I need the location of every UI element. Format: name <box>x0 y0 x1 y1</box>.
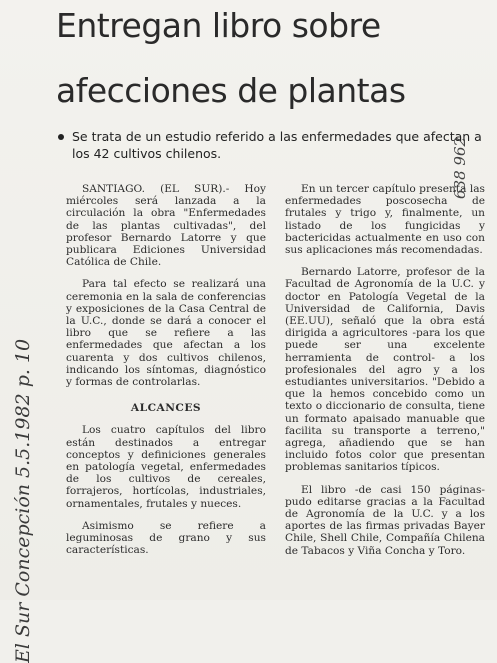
paragraph: Los cuatro capítulos del libro están destinados a entregar conceptos y definiciones generales en patología vegetal, enfermedades de los cultivos de cereales, forrajeros, hortícolas, industriales, ornamentales, frutales y nueces. <box>66 424 266 510</box>
article-column-2 <box>285 183 485 567</box>
paragraph: SANTIAGO. (EL SUR).- Hoy miércoles será lanzada a la circulación la obra "Enfermedades de las plantas cultivadas", del profesor Bernardo Latorre y que publicara Ediciones Universidad Católica de Chile. <box>66 183 266 269</box>
paragraph: Para tal efecto se realizará una ceremonia en la sala de conferencias y exposiciones de la Casa Central de la U.C., donde se dará a conocer el libro que se refiere a las enfermedades que afectan a los cuarenta y dos cultivos chilenos, indicando los síntomas, diagnóstico y formas de controlarlas. <box>66 278 266 389</box>
paragraph: Bernardo Latorre, profesor de la Facultad de Agronomía de la U.C. y doctor en Patología Vegetal de la Universidad de California, Davis (EE.UU), señaló que la obra está dirigida a agricultores -para los que puede ser una excelente herramienta de control- a los profesionales del agro y a los estudiantes universitarios. "Debido a que la hemos concebido como un texto o diccionario de consulta, tiene un formato apaisado manuable que facilita su transporte a terreno," agrega, añadiendo que se han incluido fotos color que presentan problemas sanitarios típicos. <box>285 266 485 474</box>
summary-text: Se trata de un estudio referido a las enfermedades que afectan a los 42 cultivos chilenos. <box>72 129 482 161</box>
paragraph: En un tercer capítulo presenta las enfermedades poscosecha de frutales y trigo y, finalmente, un listado de los fungicidas y bactericidas actualmente en uso con sus aplicaciones más recomendadas. <box>285 183 485 257</box>
summary-bullet <box>58 128 488 162</box>
subheading: ALCANCES <box>130 402 202 415</box>
headline-line-1: Entregan libro sobre <box>56 6 381 45</box>
paragraph: Asimismo se refiere a leguminosas de grano y sus características. <box>66 519 266 557</box>
paragraph: El libro -de casi 150 páginas- pudo editarse gracias a la Facultad de Agronomía de la U.C. y a los aportes de las firmas privadas Bayer Chile, Shell Chile, Compañía Chilena de Tabacos y Viña Concha y Toro. <box>285 483 485 557</box>
headline-line-2: afecciones de plantas <box>56 71 406 110</box>
handwritten-catalog-number: 638 962 <box>451 136 469 199</box>
handwritten-source-note: El Sur Concepción 5.5.1982 p. 10 <box>12 338 34 663</box>
bullet-dot-icon <box>58 134 64 140</box>
article-column-1 <box>66 183 266 566</box>
